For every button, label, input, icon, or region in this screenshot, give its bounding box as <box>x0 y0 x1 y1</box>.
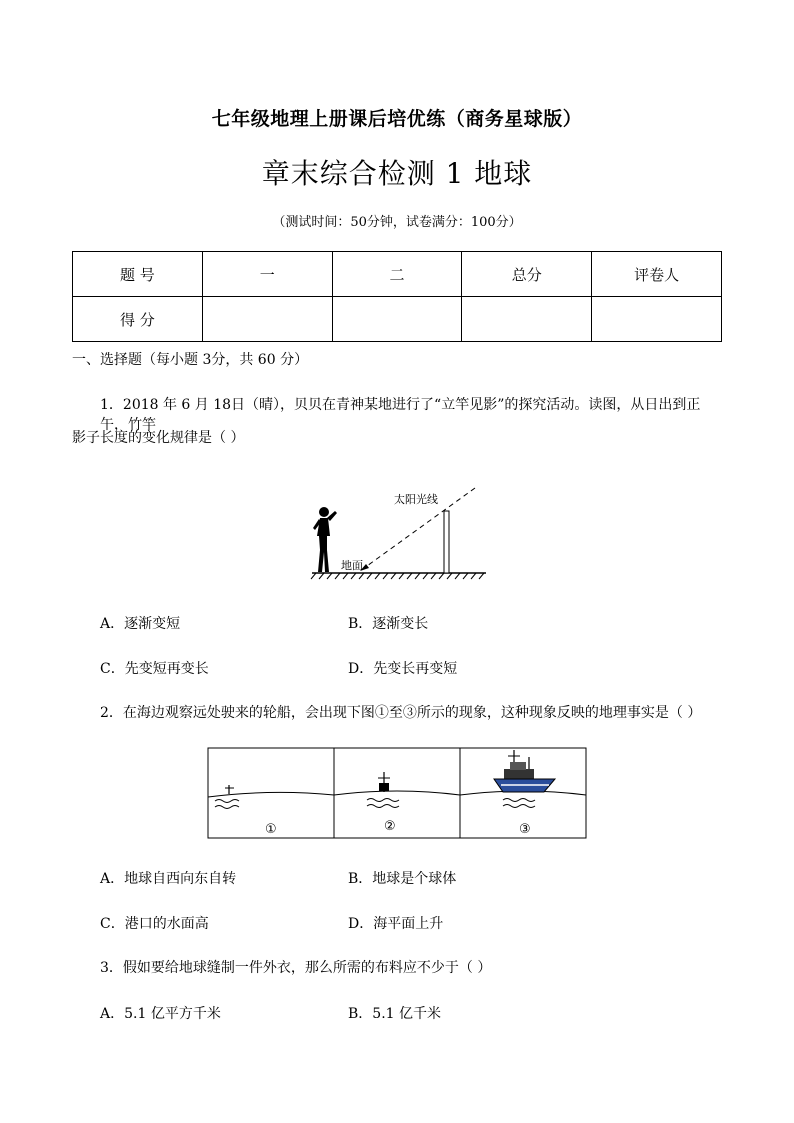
score-table-score-row <box>73 297 722 342</box>
panel-label: ① <box>265 822 277 837</box>
score-table-input-cell[interactable] <box>332 297 462 342</box>
sunlight-label: 太阳光线 <box>394 493 438 506</box>
chapter-title: 章末综合检测 1 地球 <box>261 157 533 190</box>
q3-option-a[interactable]: A．5.1 亿平方千米 <box>100 1006 221 1022</box>
person-silhouette <box>313 507 337 572</box>
q1-option-c[interactable]: C．先变短再变长 <box>100 661 209 677</box>
score-table-cell: 题 号 <box>73 252 203 297</box>
test-info: （测试时间：50分钟，试卷满分：100分） <box>272 215 522 230</box>
q1-option-b[interactable]: B．逐渐变长 <box>348 616 429 632</box>
question-2-text: 2．在海边观察远处驶来的轮船，会出现下图①至③所示的现象，这种现象反映的地理事实是（ ） <box>100 705 702 721</box>
q2-option-d[interactable]: D．海平面上升 <box>348 916 444 932</box>
score-table-input-cell[interactable] <box>462 297 592 342</box>
ground-label: 地面 <box>341 559 363 572</box>
score-table-cell: 二 <box>332 252 462 297</box>
ground-hatching <box>311 573 484 579</box>
score-table-header-row <box>73 252 722 297</box>
panel-label: ② <box>384 819 396 834</box>
score-table-input-cell[interactable] <box>592 297 722 342</box>
score-table-cell: 评卷人 <box>592 252 722 297</box>
score-table-cell: 得 分 <box>73 297 203 342</box>
question-1-text: 1．2018 年 6 月 18日（晴），贝贝在青神某地进行了“立竿见影”的探究活动。读图，从日出到正午，竹竿 <box>100 397 701 433</box>
q3-option-b[interactable]: B．5.1 亿千米 <box>348 1006 442 1022</box>
ship-horizon-figure <box>207 747 587 839</box>
question-3-text: 3．假如要给地球缝制一件外衣，那么所需的布料应不少于（ ） <box>100 960 492 976</box>
q2-option-c[interactable]: C．港口的水面高 <box>100 916 209 932</box>
q2-option-b[interactable]: B．地球是个球体 <box>348 871 457 887</box>
score-table <box>72 251 722 342</box>
score-table-input-cell[interactable] <box>202 297 332 342</box>
shadow-stick-figure <box>300 480 500 580</box>
q1-option-a[interactable]: A．逐渐变短 <box>100 616 181 632</box>
section-heading: 一、选择题（每小题 3分，共 60 分） <box>72 352 309 368</box>
document-title: 七年级地理上册课后培优练（商务星球版） <box>211 108 583 130</box>
score-table-cell: 一 <box>202 252 332 297</box>
question-1-text-continued: 影子长度的变化规律是（ ） <box>72 430 245 446</box>
bamboo-stick <box>444 511 449 573</box>
score-table-cell: 总分 <box>462 252 592 297</box>
q2-option-a[interactable]: A．地球自西向东自转 <box>100 871 237 887</box>
panel-label: ③ <box>519 822 531 837</box>
q1-option-d[interactable]: D．先变长再变短 <box>348 661 458 677</box>
